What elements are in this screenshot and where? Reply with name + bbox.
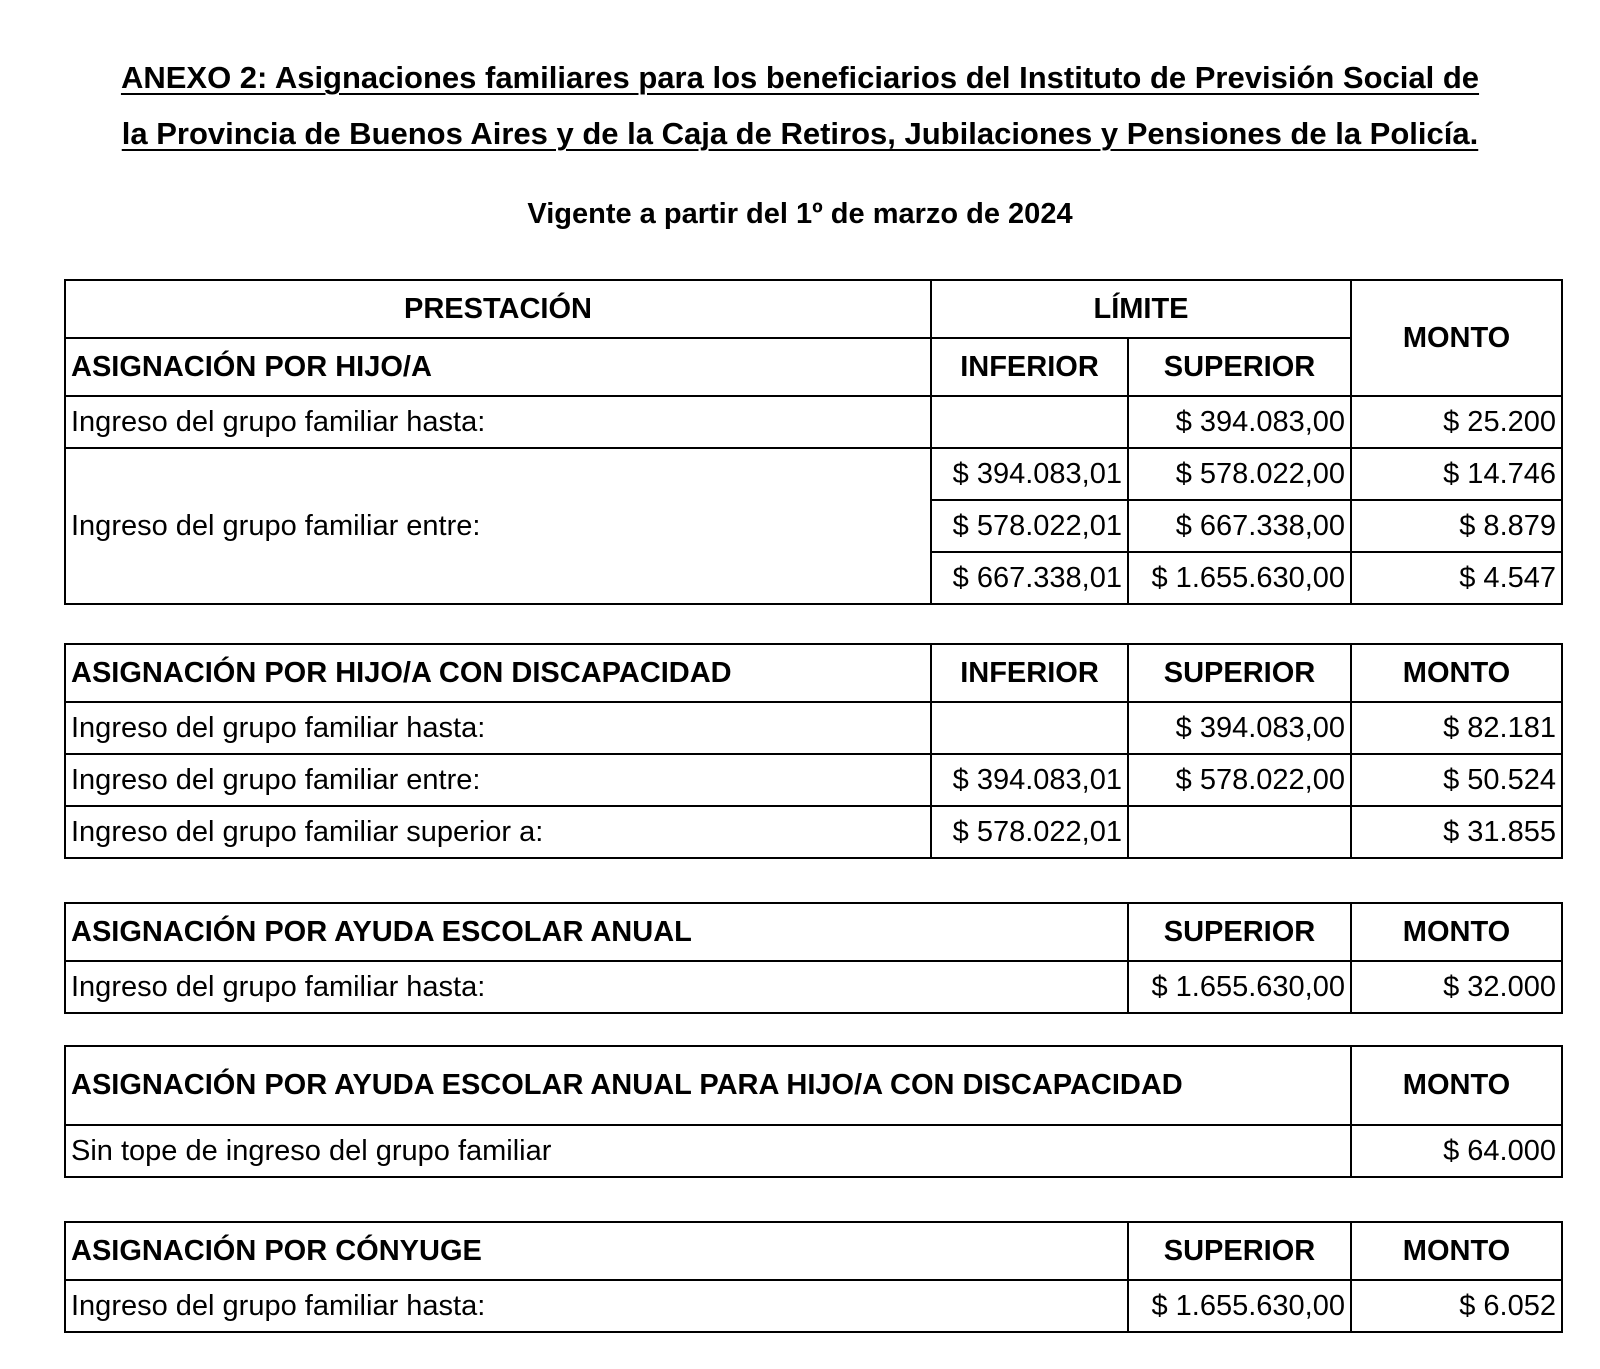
superior-cell: $ 578.022,00 — [1128, 448, 1351, 500]
inferior-cell: $ 578.022,01 — [931, 500, 1128, 552]
table-asignacion-hijo-discapacidad — [64, 643, 1563, 859]
superior-cell: $ 1.655.630,00 — [1128, 552, 1351, 604]
monto-cell: $ 8.879 — [1351, 500, 1562, 552]
inferior-cell — [931, 396, 1128, 448]
header-monto: MONTO — [1351, 1222, 1562, 1280]
inferior-cell: $ 394.083,01 — [931, 754, 1128, 806]
header-monto: MONTO — [1351, 1046, 1562, 1125]
superior-cell: $ 394.083,00 — [1128, 702, 1351, 754]
row-label: Ingreso del grupo familiar hasta: — [65, 961, 1128, 1013]
header-inferior: INFERIOR — [931, 338, 1128, 396]
header-superior: SUPERIOR — [1128, 338, 1351, 396]
table-asignacion-hijo — [64, 279, 1563, 605]
table-row — [65, 448, 1562, 500]
title-line-2: la Provincia de Buenos Aires y de la Caja de Retiros, Jubilaciones y Pensiones de la Policía. — [121, 116, 1479, 151]
header-monto: MONTO — [1351, 903, 1562, 961]
monto-cell: $ 64.000 — [1351, 1125, 1562, 1177]
monto-cell: $ 6.052 — [1351, 1280, 1562, 1332]
superior-cell: $ 1.655.630,00 — [1128, 961, 1351, 1013]
section-title: ASIGNACIÓN POR AYUDA ESCOLAR ANUAL — [65, 903, 1128, 961]
monto-cell: $ 82.181 — [1351, 702, 1562, 754]
monto-cell: $ 4.547 — [1351, 552, 1562, 604]
row-label: Ingreso del grupo familiar hasta: — [65, 396, 931, 448]
superior-cell: $ 394.083,00 — [1128, 396, 1351, 448]
header-superior: SUPERIOR — [1128, 644, 1351, 702]
header-superior: SUPERIOR — [1128, 903, 1351, 961]
section-title: ASIGNACIÓN POR AYUDA ESCOLAR ANUAL PARA HIJO/A CON DISCAPACIDAD — [65, 1046, 1351, 1125]
section-title: ASIGNACIÓN POR HIJO/A CON DISCAPACIDAD — [65, 644, 931, 702]
header-monto: MONTO — [1351, 280, 1562, 396]
title-line-1: ANEXO 2: Asignaciones familiares para los beneficiarios del Instituto de Previsión Social de — [120, 60, 1480, 95]
table-conyuge — [64, 1221, 1563, 1333]
monto-cell: $ 32.000 — [1351, 961, 1562, 1013]
section-title: ASIGNACIÓN POR HIJO/A — [65, 338, 931, 396]
table-row — [65, 961, 1562, 1013]
document-title — [0, 50, 1600, 162]
header-monto: MONTO — [1351, 644, 1562, 702]
superior-cell: $ 1.655.630,00 — [1128, 1280, 1351, 1332]
monto-cell: $ 50.524 — [1351, 754, 1562, 806]
superior-cell — [1128, 806, 1351, 858]
row-label: Ingreso del grupo familiar hasta: — [65, 702, 931, 754]
header-prestacion: PRESTACIÓN — [65, 280, 931, 338]
monto-cell: $ 25.200 — [1351, 396, 1562, 448]
row-label: Ingreso del grupo familiar superior a: — [65, 806, 931, 858]
row-label: Ingreso del grupo familiar hasta: — [65, 1280, 1128, 1332]
table-row — [65, 754, 1562, 806]
table-ayuda-escolar — [64, 902, 1563, 1014]
monto-cell: $ 14.746 — [1351, 448, 1562, 500]
inferior-cell — [931, 702, 1128, 754]
header-superior: SUPERIOR — [1128, 1222, 1351, 1280]
table-ayuda-escolar-discapacidad — [64, 1045, 1563, 1178]
inferior-cell: $ 667.338,01 — [931, 552, 1128, 604]
effective-date: Vigente a partir del 1º de marzo de 2024 — [527, 198, 1073, 230]
inferior-cell: $ 578.022,01 — [931, 806, 1128, 858]
row-label: Ingreso del grupo familiar entre: — [65, 448, 931, 604]
row-label: Sin tope de ingreso del grupo familiar — [65, 1125, 1351, 1177]
monto-cell: $ 31.855 — [1351, 806, 1562, 858]
header-limite: LÍMITE — [931, 280, 1351, 338]
table-row — [65, 806, 1562, 858]
table-row — [65, 1125, 1562, 1177]
superior-cell: $ 667.338,00 — [1128, 500, 1351, 552]
header-inferior: INFERIOR — [931, 644, 1128, 702]
superior-cell: $ 578.022,00 — [1128, 754, 1351, 806]
row-label: Ingreso del grupo familiar entre: — [65, 754, 931, 806]
table-row — [65, 1280, 1562, 1332]
inferior-cell: $ 394.083,01 — [931, 448, 1128, 500]
section-title: ASIGNACIÓN POR CÓNYUGE — [65, 1222, 1128, 1280]
table-row — [65, 702, 1562, 754]
table-row — [65, 396, 1562, 448]
